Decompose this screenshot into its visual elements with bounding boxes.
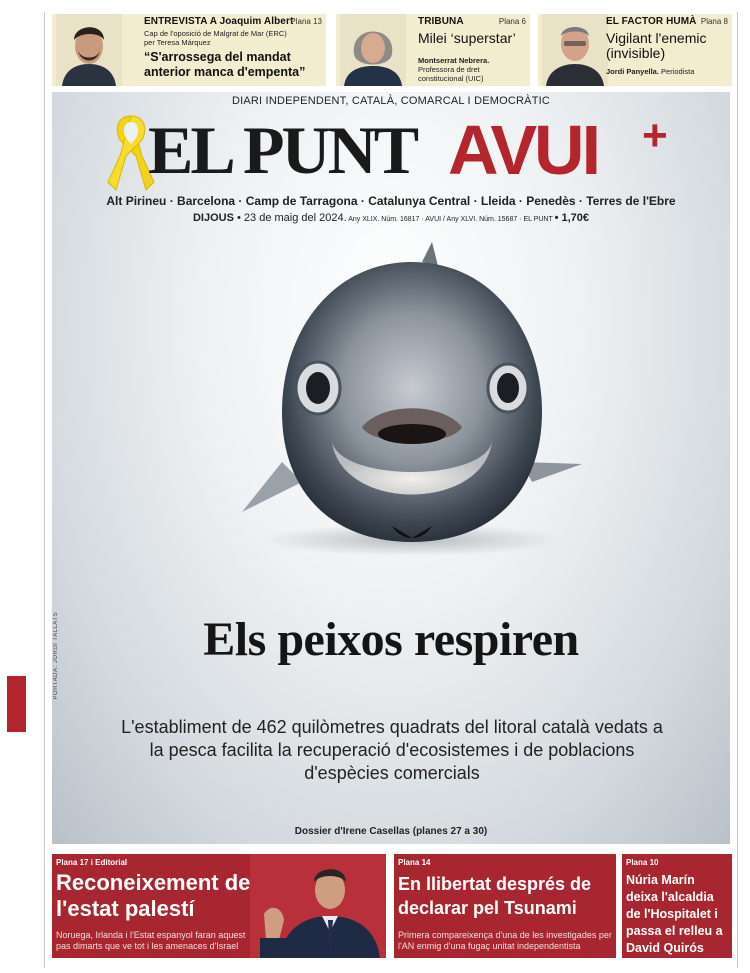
- masthead-tagline: DIARI INDEPENDENT, CATALÀ, COMARCAL I DEMOCRÀTIC: [231, 95, 551, 107]
- dateline-issue: Any XLIX. Núm. 16817 · AVUI / Any XLVI. Núm. 15687 · EL PUNT: [346, 216, 555, 223]
- teaser-tribuna-role: Professora de dret constitucional (UIC): [418, 65, 484, 83]
- teaser-factor-huma-kicker: EL FACTOR HUMÀ: [606, 16, 697, 27]
- story-tsunami[interactable]: [394, 854, 616, 958]
- sanchez-photo: [250, 854, 386, 958]
- teaser-factor-huma-role: Periodista: [661, 67, 695, 76]
- fish-cover-photo: [242, 242, 582, 562]
- teaser-tribuna-kicker: TRIBUNA: [418, 16, 464, 27]
- story-hospitalet[interactable]: [622, 854, 732, 958]
- teaser-tribuna-author: Montserrat Nebrera.: [418, 56, 490, 65]
- cover-dossier-credit: Dossier d'Irene Casellas (planes 27 a 30): [294, 826, 488, 837]
- masthead-logo-plus: +: [642, 111, 668, 160]
- teaser-interview-kicker: ENTREVISTA A Joaquim Albert: [144, 16, 294, 27]
- cover-hero: [52, 92, 730, 844]
- teaser-interview-plana: Plana 13: [290, 17, 322, 26]
- dateline-day: DIJOUS: [192, 212, 234, 224]
- teaser-factor-huma[interactable]: [538, 14, 732, 86]
- teaser-interview[interactable]: [52, 14, 326, 86]
- story-palestine-title: Reconeixement de l'estat palestí: [56, 870, 251, 921]
- teaser-factor-huma-author: Jordi Panyella.: [606, 67, 659, 76]
- cover-headline[interactable]: Els peixos respiren: [203, 613, 579, 666]
- story-hospitalet-title: Núria Marín deixa l'alcaldia de l'Hospitalet i passa el relleu a David Quirós: [626, 873, 723, 955]
- masthead-regions: Alt Pirineu · Barcelona · Camp de Tarragona · Catalunya Central · Lleida · Penedès · Terres de l'Ebre: [106, 194, 676, 208]
- teaser-factor-huma-plana: Plana 8: [700, 17, 728, 26]
- teaser-interview-subtitle: Cap de l'oposició de Malgrat de Mar (ERC): [144, 29, 287, 38]
- story-tsunami-title: En llibertat després de declarar pel Tsunami: [398, 874, 592, 918]
- teaser-tribuna-headline: Milei ‘superstar’: [418, 30, 516, 46]
- photo-credit: PORTADA: JORDI TALLATS: [53, 612, 59, 700]
- cover-deck: L'establiment de 462 quilòmetres quadrats del litoral català vedats a la pesca facilita la recuperació d'ecosistemes i de poblacions d'espècies comercials: [121, 717, 663, 783]
- story-palestine[interactable]: [52, 854, 386, 958]
- teaser-interview-byline: per Teresa Márquez: [144, 38, 211, 47]
- teaser-tribuna-plana: Plana 6: [498, 17, 526, 26]
- story-hospitalet-kicker: Plana 10: [626, 858, 659, 867]
- teaser-factor-huma-headline: Vigilant l'enemic (invisible): [606, 30, 707, 61]
- masthead-logo-avui[interactable]: AVUI: [448, 111, 599, 189]
- factor-huma-portrait-photo: [542, 14, 608, 86]
- teaser-interview-headline: “S'arrossega del mandat anterior manca d'empenta”: [144, 50, 306, 79]
- interview-portrait-photo: [56, 14, 122, 86]
- teaser-tribuna[interactable]: [336, 14, 530, 86]
- story-palestine-kicker: Plana 17 i Editorial: [56, 858, 128, 867]
- masthead-logo-el-punt[interactable]: EL PUNT: [148, 112, 417, 188]
- story-tsunami-sub: Primera compareixença d'una de les investigades per l'AN enmig d'una fugaç unitat independentista: [398, 930, 612, 951]
- teasers-row: [52, 14, 732, 88]
- bottom-stories: [52, 854, 732, 960]
- tribuna-portrait-photo: [340, 14, 406, 86]
- dateline-price: • 1,70€: [554, 212, 590, 224]
- story-tsunami-kicker: Plana 14: [398, 858, 431, 867]
- side-tab-marker: [7, 676, 26, 732]
- masthead-dateline: [52, 212, 730, 224]
- dateline-date: • 23 de maig del 2024.: [233, 212, 347, 224]
- story-palestine-sub: Noruega, Irlanda i l'Estat espanyol faran aquest pas dimarts que ve tot i les amenaces d'Israel: [56, 930, 246, 951]
